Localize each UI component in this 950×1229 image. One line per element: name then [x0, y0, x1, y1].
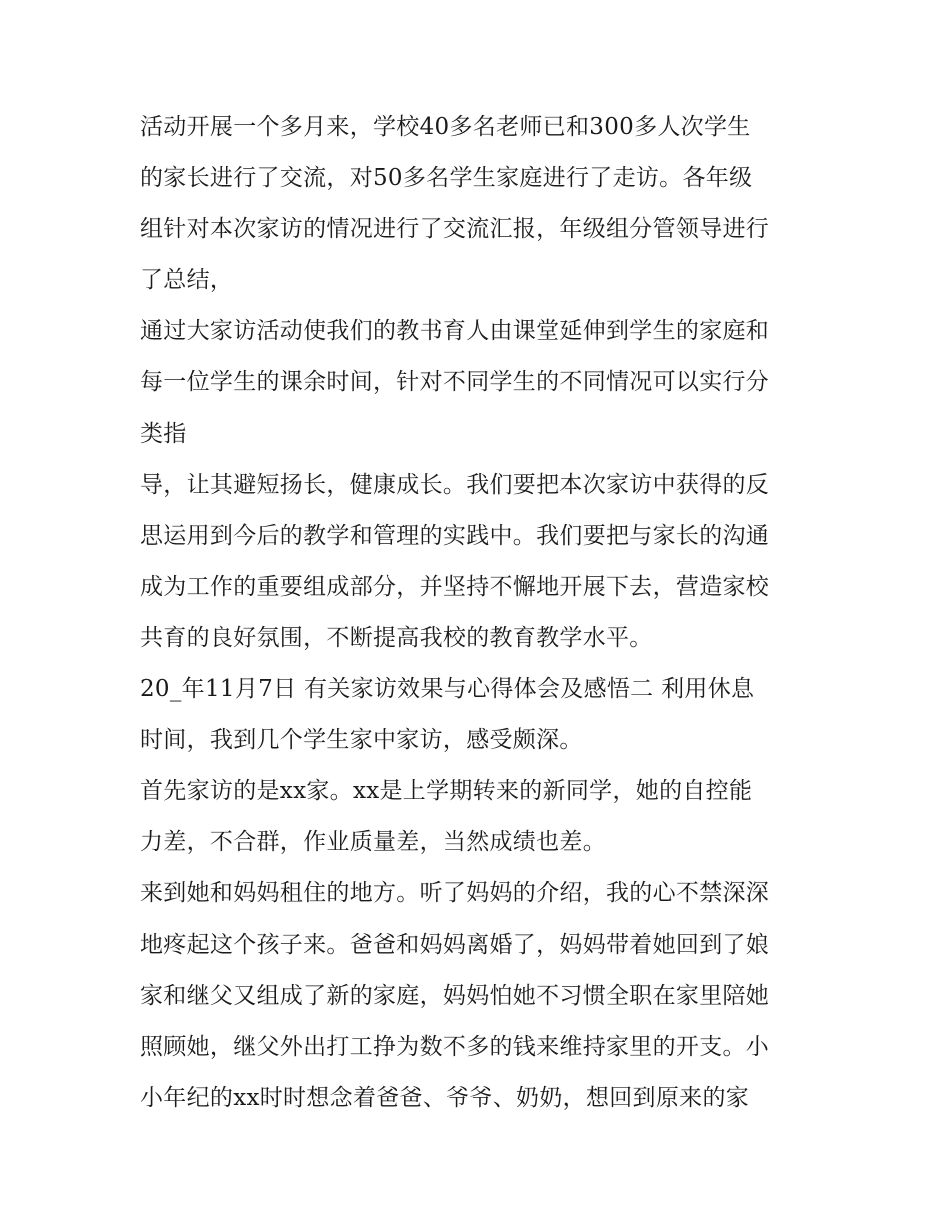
text-line: 组针对本次家访的情况进行了交流汇报，年级组分管领导进行	[140, 216, 770, 243]
text-line: 成为工作的重要组成部分，并坚持不懈地开展下去，营造家校	[140, 573, 770, 600]
text-line: 活动开展一个多月来，学校40多名老师已和300多人次学生	[140, 114, 751, 140]
text-line: 家和继父又组成了新的家庭，妈妈怕她不习惯全职在家里陪她	[140, 982, 770, 1009]
text-line: 类指	[140, 420, 187, 447]
text-line: 导，让其避短扬长，健康成长。我们要把本次家访中获得的反	[140, 471, 770, 498]
document-body	[140, 102, 820, 1124]
text-line: 地疼起这个孩子来。爸爸和妈妈离婚了，妈妈带着她回到了娘	[140, 931, 770, 958]
text-line: 来到她和妈妈租住的地方。听了妈妈的介绍，我的心不禁深深	[140, 880, 770, 907]
text-line: 照顾她，继父外出打工挣为数不多的钱来维持家里的开支。小	[140, 1033, 770, 1060]
text-line: 首先家访的是xx家。xx是上学期转来的新同学，她的自控能	[140, 778, 753, 805]
text-line: 每一位学生的课余时间，针对不同学生的不同情况可以实行分	[140, 369, 770, 396]
text-line: 小年纪的xx时时想念着爸爸、爷爷、奶奶，想回到原来的家	[140, 1084, 750, 1111]
text-line: 共育的良好氛围，不断提高我校的教育教学水平。	[140, 624, 653, 651]
text-line: 的家长进行了交流，对50多名学生家庭进行了走访。各年级	[140, 165, 753, 192]
text-line: 通过大家访活动使我们的教书育人由课堂延伸到学生的家庭和	[140, 318, 770, 345]
text-line: 20_年11月7日 有关家访效果与心得体会及感悟二 利用休息	[140, 676, 755, 703]
text-line: 力差，不合群，作业质量差，当然成绩也差。	[140, 829, 606, 856]
text-line: 时间，我到几个学生家中家访，感受颇深。	[140, 727, 583, 754]
text-line: 思运用到今后的教学和管理的实践中。我们要把与家长的沟通	[140, 522, 770, 549]
text-line: 了总结，	[140, 267, 234, 294]
